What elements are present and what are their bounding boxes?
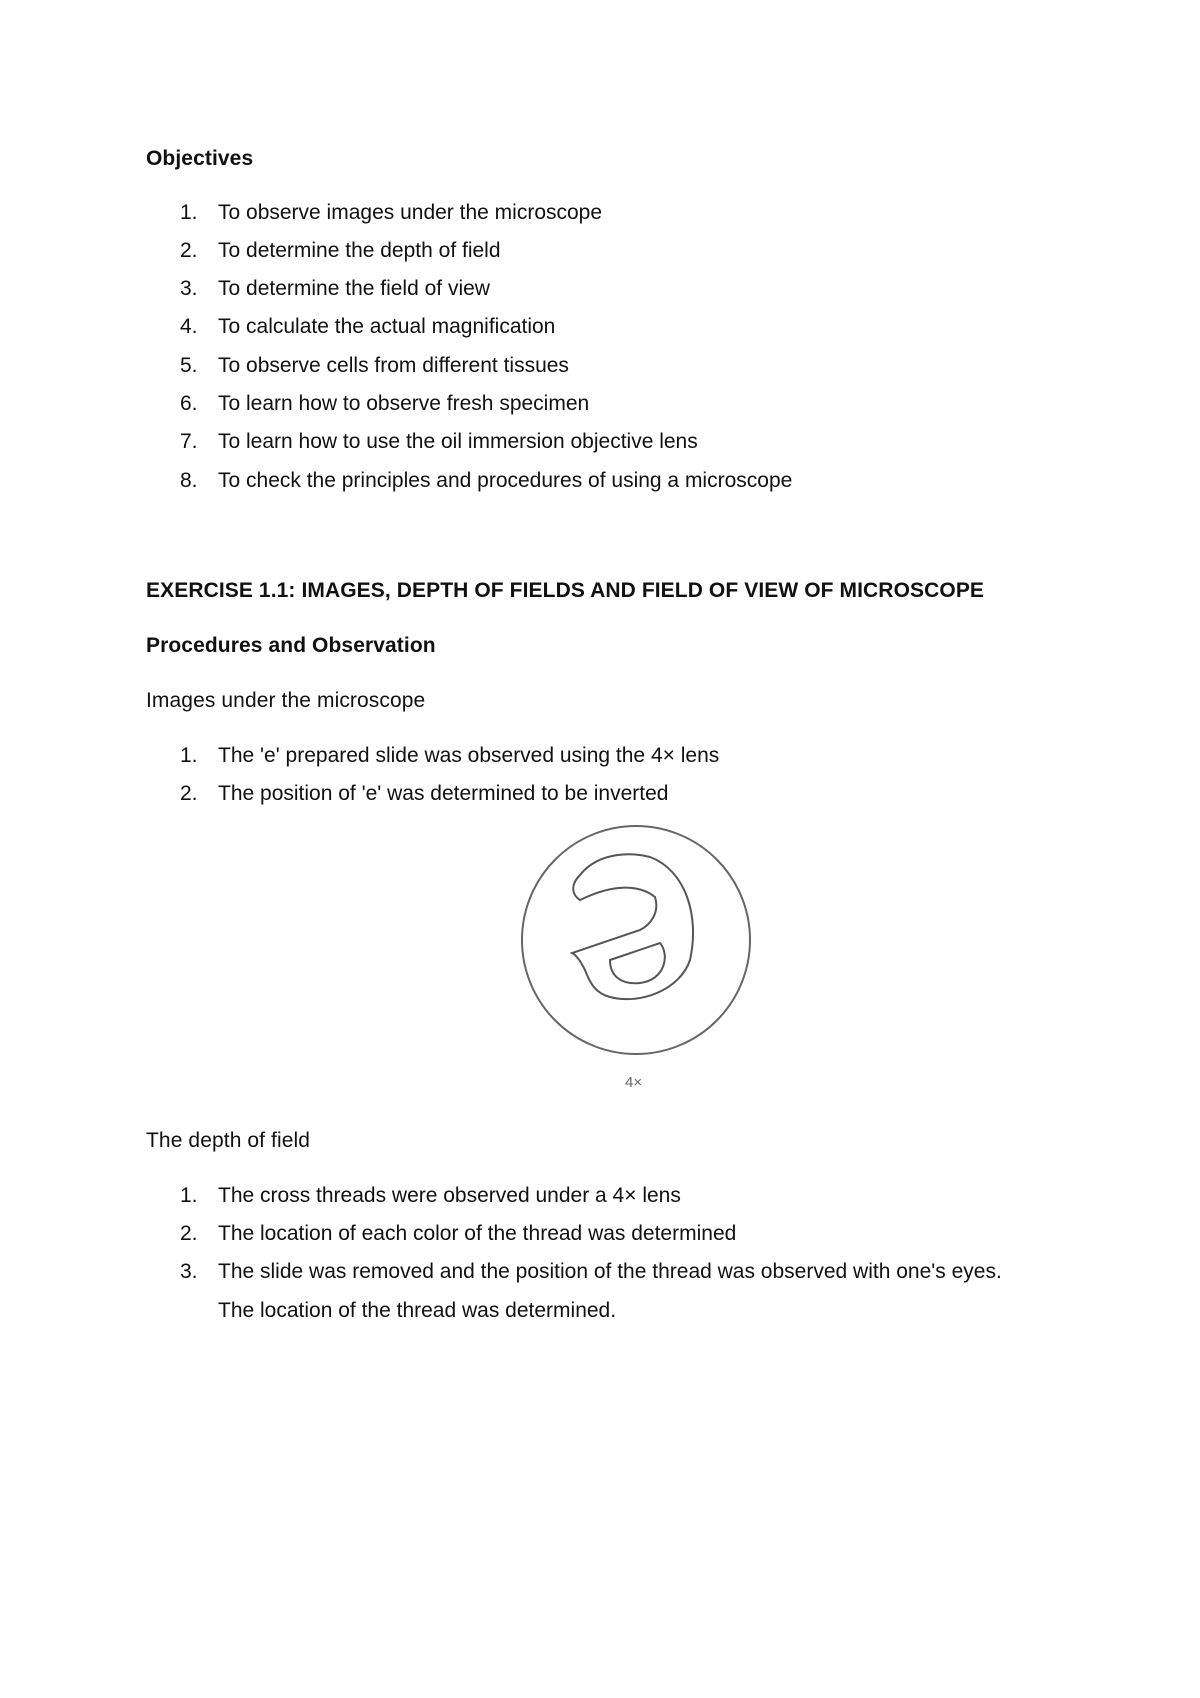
- objective-text: To check the principles and procedures of using a microscope: [218, 469, 793, 492]
- objective-text: To calculate the actual magnification: [218, 315, 556, 338]
- inverted-e-drawing: [510, 815, 780, 1095]
- procedure-number: 2.: [180, 782, 198, 805]
- procedure-number: 2.: [180, 1222, 198, 1245]
- procedure-text: The cross threads were observed under a 4× lens: [218, 1184, 681, 1207]
- procedure-text: The 'e' prepared slide was observed using the 4× lens: [218, 744, 720, 767]
- objective-number: 8.: [180, 469, 198, 492]
- objective-item: [180, 429, 698, 455]
- objective-text: To determine the field of view: [218, 277, 490, 300]
- magnification-label: 4×: [625, 1074, 643, 1091]
- objective-text: To observe images under the microscope: [218, 201, 603, 224]
- procedure-text: The location of each color of the thread was determined: [218, 1222, 737, 1245]
- objective-number: 2.: [180, 239, 198, 262]
- objective-item: [180, 238, 501, 264]
- objective-item: [180, 314, 555, 340]
- objective-text: To learn how to observe fresh specimen: [218, 392, 590, 415]
- objective-number: 1.: [180, 201, 198, 224]
- inverted-e-outline: [572, 854, 693, 999]
- procedure-number: 1.: [180, 744, 198, 767]
- procedure-text: The position of 'e' was determined to be inverted: [218, 782, 669, 805]
- images-section-heading: Images under the microscope: [146, 689, 426, 712]
- microscope-field-sketch: [510, 815, 780, 1095]
- procedure-item: [180, 1221, 736, 1247]
- objective-text: To learn how to use the oil immersion objective lens: [218, 430, 698, 453]
- procedure-number: 3.: [180, 1260, 198, 1283]
- objective-number: 6.: [180, 392, 198, 415]
- objective-number: 5.: [180, 354, 198, 377]
- objective-item: [180, 468, 792, 494]
- objective-item: [180, 353, 569, 379]
- procedure-continuation: The location of the thread was determined.: [218, 1299, 617, 1322]
- objective-number: 4.: [180, 315, 198, 338]
- procedure-item: [180, 1183, 681, 1209]
- objective-item: [180, 276, 490, 302]
- inverted-e-inner-loop: [610, 943, 665, 983]
- objective-text: To observe cells from different tissues: [218, 354, 569, 377]
- exercise-title: EXERCISE 1.1: IMAGES, DEPTH OF FIELDS AND FIELD OF VIEW OF MICROSCOPE: [146, 579, 985, 602]
- procedures-heading: Procedures and Observation: [146, 634, 436, 657]
- procedure-item: [180, 743, 719, 769]
- objective-item: [180, 200, 602, 226]
- depth-section-heading: The depth of field: [146, 1129, 311, 1152]
- procedure-item: [180, 781, 668, 807]
- field-of-view-circle: [522, 826, 750, 1054]
- objective-item: [180, 391, 589, 417]
- procedure-item: [180, 1259, 1002, 1285]
- procedure-number: 1.: [180, 1184, 198, 1207]
- objectives-heading: Objectives: [146, 147, 254, 170]
- objective-number: 7.: [180, 430, 198, 453]
- procedure-text: The slide was removed and the position of the thread was observed with one's eyes.: [218, 1260, 1002, 1283]
- objective-number: 3.: [180, 277, 198, 300]
- objective-text: To determine the depth of field: [218, 239, 501, 262]
